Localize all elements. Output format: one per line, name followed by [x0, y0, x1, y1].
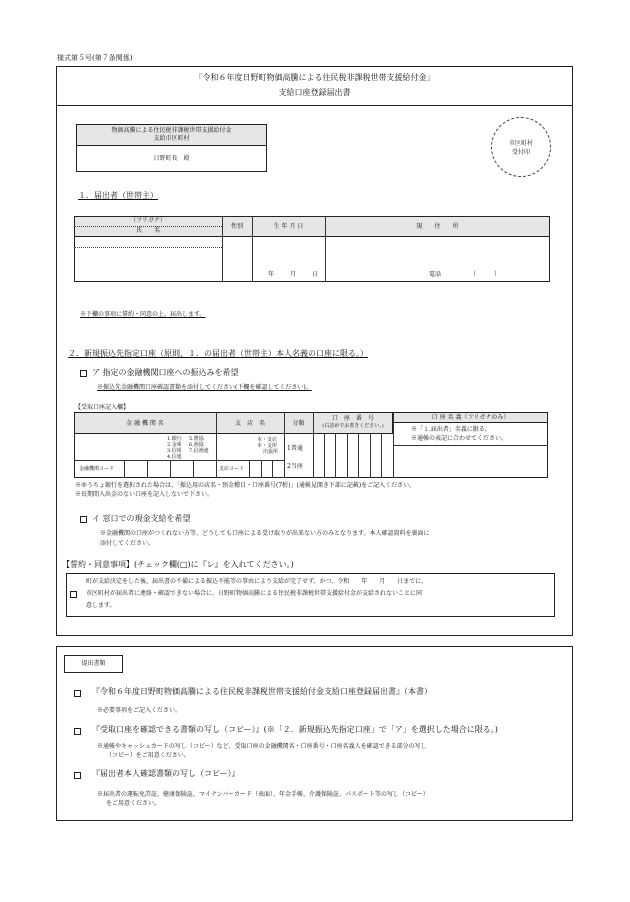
section1-heading: １．届出者（世帯主）: [78, 191, 158, 200]
consent-line3: 意します。: [86, 602, 116, 609]
form-number: 様式第５号(第７条関係): [57, 54, 133, 62]
option-b-note1: ※金融機関の口座がつくれない方等、どうしても口座による受け取りが出来ない方のみとなります。本人確認資料を裏面に: [100, 530, 430, 537]
document-2-label: 『受取口座を確認できる書類の写し（コピー）』(※「２．新規振込先指定口座」で「ア」を選択した場合に限る。): [92, 725, 498, 734]
account-type-header: 分類: [292, 420, 305, 427]
recipient-addressee: 日野町長 殿: [153, 155, 190, 162]
title-line2: 支給口座登録届出書: [278, 88, 351, 97]
option-a-note: ※振込先金融機関口座確認書類を添付してください(下欄を確認してください)。: [97, 384, 312, 391]
recipient-header-line1: 物価高騰による住民税非課税世帯支援給付金: [111, 127, 232, 134]
phone-parens: （ ）: [470, 271, 501, 278]
birthdate-header: 生 年 月 日: [273, 223, 304, 230]
option-b-checkbox[interactable]: [80, 516, 87, 523]
documents-heading: 提出書類: [81, 660, 106, 667]
title-box: [56, 66, 573, 106]
bank-type-7: 7.信漁連: [189, 448, 209, 454]
birth-year-label: 年: [268, 271, 275, 278]
bank-type-4: 4.信連: [167, 454, 182, 460]
option-a-label: ア 指定の金融機関口座への振込みを希望: [92, 368, 239, 377]
account-type-1: 1普通: [287, 445, 303, 452]
option-b-note2: 添付してください。: [100, 540, 155, 547]
account-table-title: 【受取口座記入欄】: [75, 404, 130, 411]
document-1-label: 『令和６年度日野町物価高騰による住民税非課税世帯支援給付金支給口座登録届出書』（本書）: [92, 687, 432, 696]
document-2-note2: （コピー）をご用意ください。: [106, 752, 190, 759]
name-header: 氏 名: [135, 227, 160, 234]
holder-note1: ※「１.届出者」名義に限る。: [411, 426, 491, 433]
option-b-label: イ 窓口での現金支給を希望: [92, 514, 191, 523]
consent-line2: 市区町村が届出者に連絡・確認できない場合に、日野町物価高騰による住民税非課税世帯支援給付金が支給されないことに同: [86, 590, 423, 597]
document-3-checkbox[interactable]: [74, 772, 81, 779]
section2-heading: ２．新規振込先指定口座（原則、１．の届出者（世帯主）本人名義の口座に限る。）: [68, 349, 368, 358]
birth-day-label: 日: [312, 271, 319, 278]
document-2-checkbox[interactable]: [74, 728, 81, 735]
document-3-note1: ※届出者の運転免許証、健康保険証、マイナンバーカード（表面）、年金手帳、介護保険証、パスポート等の写し（コピー）: [97, 791, 429, 798]
branch-name-header: 支 店 名: [234, 420, 265, 427]
bank-type-5: 5.農協: [189, 436, 204, 442]
bank-code-label: 金融機関コード: [79, 466, 115, 472]
bank-name-header: 金 融 機 関 名: [126, 420, 164, 427]
branch-type-3: 出張所: [263, 449, 279, 455]
bank-type-3: 3.信組: [167, 448, 182, 454]
table-note2: ※長期間入出金のない口座を記入しないで下さい。: [75, 491, 214, 498]
name-field[interactable]: [74, 248, 222, 282]
address-header: 現 住 所: [416, 223, 459, 230]
gender-header: 性別: [230, 223, 243, 230]
document-3-label: 『届出者本人確認書類の写し（コピー）』: [92, 769, 240, 778]
holder-note2: ※通帳の表記に合わせてください。: [411, 435, 508, 442]
stamp-line1: 市区町村: [508, 140, 533, 147]
consent-line1: 町が支給決定をした後、届出書の不備による振込不能等の事由により支給が完了せず、かつ、令和 年 月 日までに、: [86, 578, 428, 585]
furigana-field[interactable]: [74, 237, 222, 247]
branch-type-1: 本・支店: [257, 437, 278, 443]
consent-checkbox[interactable]: [70, 591, 77, 598]
pledge-note: ※下欄の事項に誓約・同意の上、届出します。: [80, 311, 206, 318]
bank-type-2: 2.金庫: [167, 442, 182, 448]
phone-label: 電話: [429, 271, 442, 278]
branch-type-2: 本・支所: [257, 443, 278, 449]
account-number-header: 口 座 番 号: [331, 415, 374, 422]
gender-field[interactable]: [222, 237, 252, 282]
document-1-checkbox[interactable]: [74, 690, 81, 697]
title-line1: 「令和６年度日野町物価高騰による住民税非課税世帯支援給付金」: [194, 73, 435, 82]
branch-code-label: 支店コード: [219, 466, 245, 472]
option-a-checkbox[interactable]: [80, 370, 87, 377]
account-type-2: 2当座: [287, 463, 303, 470]
stamp-line2: 受付印: [511, 149, 530, 156]
birth-month-label: 月: [290, 271, 297, 278]
bank-type-1: 1.銀行: [167, 436, 182, 442]
account-number-note: (右詰めでお書きください。): [322, 423, 384, 429]
furigana-header: （フリガナ）: [130, 217, 166, 224]
consent-heading: 【誓約・同意事項】(チェック欄(□)に『レ』を入れてください。): [62, 560, 294, 569]
document-3-note2: をご用意ください。: [106, 800, 161, 807]
holder-name-field[interactable]: [393, 446, 548, 478]
holder-name-header: 口 座 名 義（フリガナのみ）: [431, 414, 510, 421]
recipient-header-line2: 支給市区町村: [153, 135, 190, 142]
bank-type-6: 6.漁協: [189, 442, 204, 448]
table-note1: ※ゆうちょ銀行を選択された場合は、「振込用の店名・預金種目・口座番号(7桁)」(通帳見開き下部に記載)をご記入ください。: [75, 482, 416, 489]
document-1-note: ※必要事項をご記入ください。: [97, 707, 182, 714]
document-2-note1: ※通帳やキャッシュカードの写し（コピー）など、受取口座の金融機関名・口座番号・口座名義人を確認できる部分の写し: [97, 743, 427, 750]
